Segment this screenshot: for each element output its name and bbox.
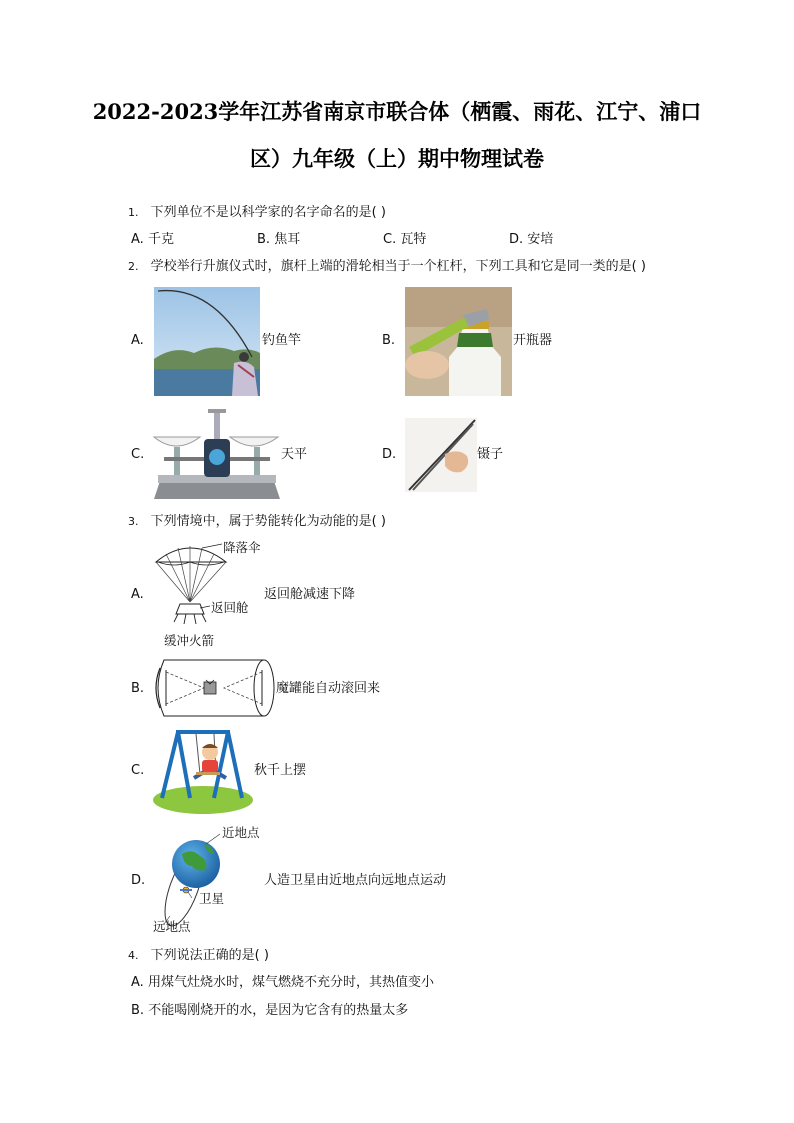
- satellite-label: 卫星: [199, 891, 225, 906]
- q3-option-c-letter: C.: [131, 763, 145, 778]
- perigee-label: 近地点: [222, 825, 260, 840]
- q4-option-b: B. 不能喝刚烧开的水，是因为它含有的热量太多: [131, 1003, 409, 1018]
- fishing-rod-photo: [154, 287, 260, 396]
- question-2-text: 学校举行升旗仪式时，旗杆上端的滑轮相当于一个杠杆，下列工具和它是同一类的是( ): [150, 259, 646, 274]
- capsule-label: 返回舱: [211, 600, 249, 615]
- q1-option-c: C. 瓦特: [383, 232, 427, 247]
- q2-option-a-text: 钓鱼竿: [262, 333, 302, 348]
- balance-scale-photo: [154, 409, 280, 499]
- q2-option-d-text: 镊子: [477, 447, 504, 462]
- q1-option-b: B. 焦耳: [257, 232, 301, 247]
- parachute-capsule-drawing: [152, 540, 232, 632]
- q2-option-b-letter: B.: [382, 333, 396, 348]
- question-2: [128, 259, 646, 275]
- q3-option-d-letter: D.: [131, 873, 146, 888]
- page-title-line2: 区）九年级（上）期中物理试卷: [250, 146, 544, 171]
- swing-drawing: [152, 728, 254, 814]
- question-1-text: 下列单位不是以科学家的名字命名的是( ): [150, 205, 386, 220]
- page-title-line1: 2022-2023学年江苏省南京市联合体（栖霞、雨花、江宁、浦口: [92, 99, 702, 124]
- bottle-opener-photo: [405, 287, 512, 396]
- tweezers-photo: [405, 418, 477, 492]
- q2-option-d-letter: D.: [382, 447, 397, 462]
- question-2-number: 2.: [128, 260, 139, 273]
- q2-option-c-letter: C.: [131, 447, 145, 462]
- q3-option-a-text: 返回舱减速下降: [264, 587, 356, 602]
- question-4: [128, 948, 269, 964]
- question-3: [128, 514, 386, 530]
- question-3-text: 下列情境中，属于势能转化为动能的是( ): [150, 514, 386, 529]
- q2-option-c-text: 天平: [281, 447, 308, 462]
- satellite-orbit-drawing: [148, 830, 238, 922]
- q3-option-b-text: 魔罐能自动滚回来: [276, 681, 381, 696]
- apogee-label: 远地点: [153, 919, 191, 934]
- q2-option-a-letter: A.: [131, 333, 144, 348]
- question-1-number: 1.: [128, 206, 139, 219]
- q1-option-d: D. 安培: [509, 232, 554, 247]
- question-3-number: 3.: [128, 515, 139, 528]
- rolling-can-drawing: [152, 658, 276, 718]
- question-4-text: 下列说法正确的是( ): [150, 948, 269, 963]
- question-4-number: 4.: [128, 949, 139, 962]
- parachute-label: 降落伞: [223, 540, 261, 555]
- q4-option-a: A. 用煤气灶烧水时，煤气燃烧不充分时，其热值变小: [131, 975, 434, 990]
- q3-option-b-letter: B.: [131, 681, 145, 696]
- q3-option-a-letter: A.: [131, 587, 144, 602]
- q2-option-b-text: 开瓶器: [513, 333, 553, 348]
- rocket-label: 缓冲火箭: [164, 633, 215, 648]
- q1-option-a: A. 千克: [131, 232, 174, 247]
- q3-option-c-text: 秋千上摆: [254, 763, 307, 778]
- question-1: [128, 205, 386, 221]
- q3-option-d-text: 人造卫星由近地点向远地点运动: [264, 873, 447, 888]
